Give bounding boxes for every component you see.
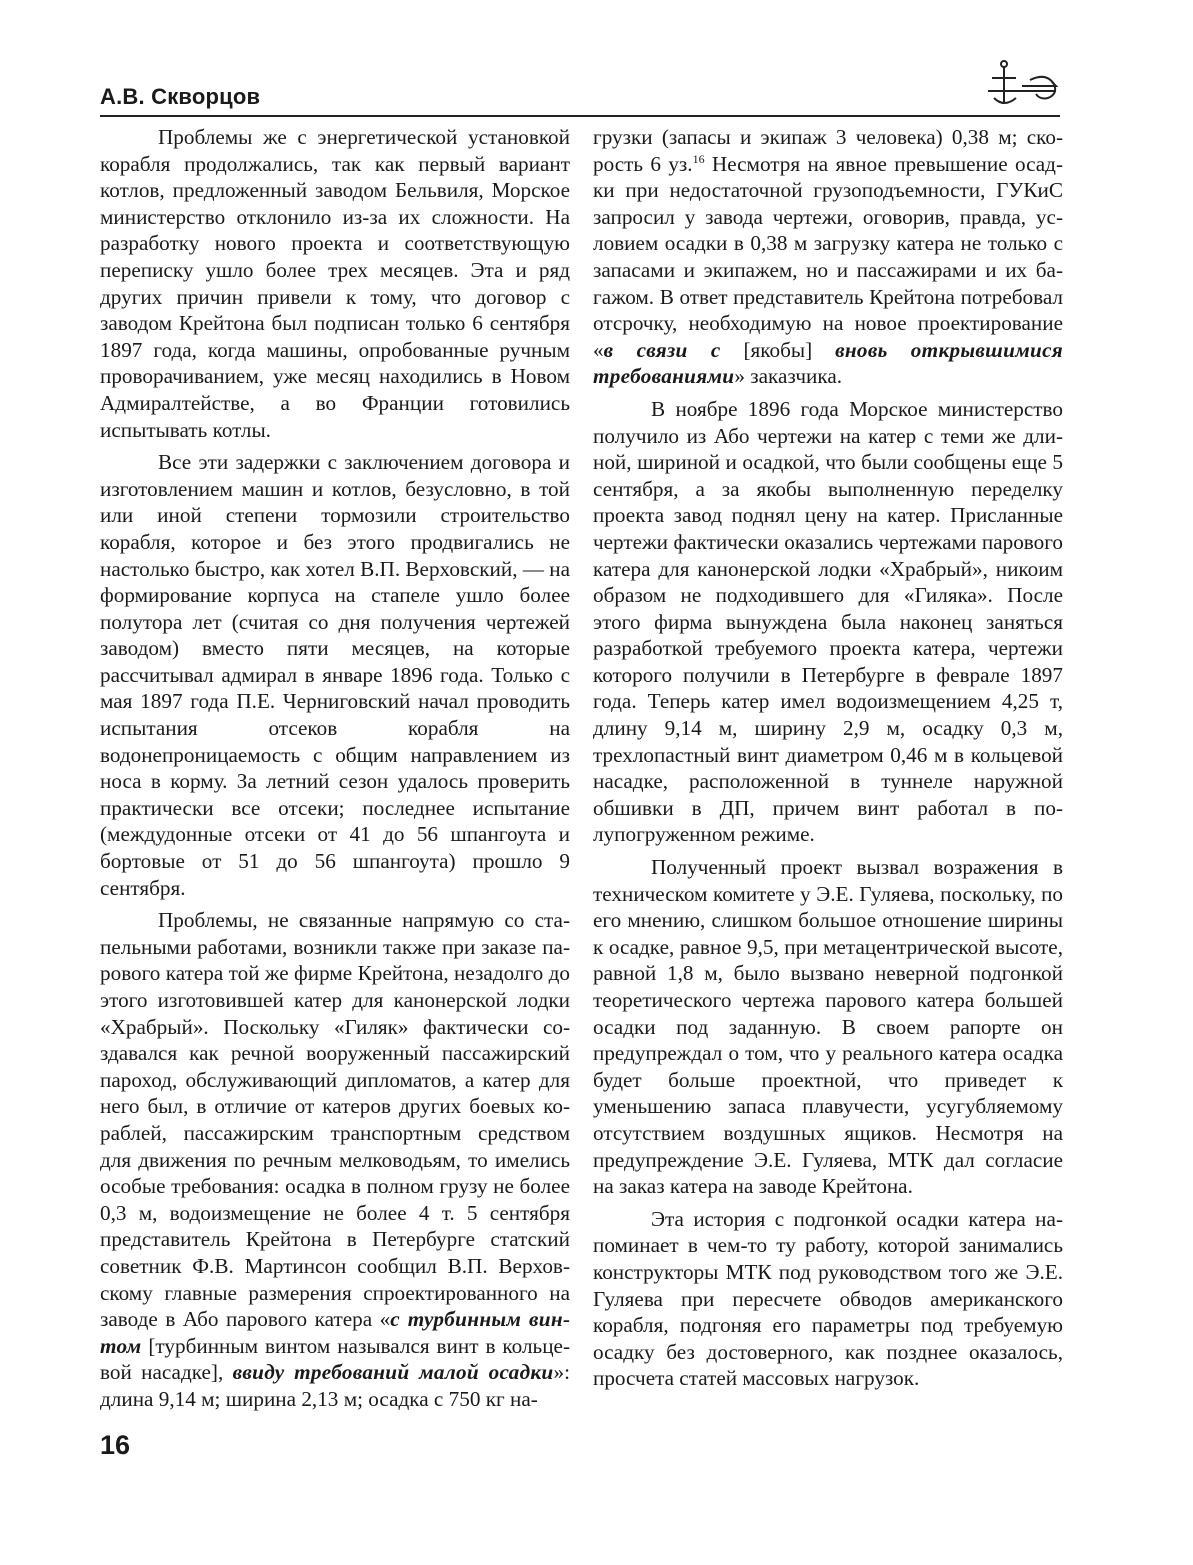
paragraph: В ноябре 1896 года Морское министерство получило из Або чертежи на катер с теми же длиной, шириной и осадкой, что были сообщены еще 5 сентября, а за якобы выполненную переделку проекта завод поднял цену на катер. Присланные чертежи фактически оказались чертежами парового катера для канонерской лодки «Храбрый», никоим образом не подходившего для «Гиляка». После этого фирма вынуждена была наконец заняться разработкой требуемого проекта катера, чертежи которого получили в Петербурге в феврале 1897 года. Теперь катер имел водоизмещением 4,25 т, длину 9,14 м, ширину 2,9 м, осадку 0,3 м, трехлопастный винт диаметром 0,46 м в кольцевой насадке, расположенной в туннеле наружной обшивки в ДП, причем винт работал в полупогруженном режиме.	[593, 396, 1063, 847]
quoted-emphasis: ввиду требований малой осадки	[232, 1360, 554, 1385]
quoted-emphasis: в связи с	[603, 337, 721, 362]
text-run: Проблемы, не связанные напрямую со стапельными работами, возникли также при заказе парового катера той же фирме Крейтона, незадолго до этого изготовившей катер для канонерской лодки «Храбрый». Поскольку «Гиляк» фактически создавался как речной вооруженный пассажирский пароход, обслуживающий дипломатов, а катер для него был, в отличие от катеров других боевых кораблей, пассажирским транспортным средством для движения по речным мелководьям, то имелись особые требования: осадка в полном грузу не более 0,3 м, водоизмещение не более 4 т. 5 сентября представитель Крейтона в Петербурге статский советник Ф.В. Мартинсон сообщил В.П. Верховскому главные размерения спроектированного на заводе в Або парового катера «	[100, 908, 570, 1332]
text-run: [турбинным винтом назывался винт в кольцевой насадке],	[100, 1333, 570, 1385]
text-run: »: длина 9,14 м; ширина 2,13 м; осадка с 750 кг на-	[100, 1360, 570, 1411]
text-run: Несмотря на явное превышение осадки при недостаточной грузоподъемности, ГУКиС запросил у завода чертежи, оговорив, правда, условием осадки в 0,38 м загрузку катера не только с запасами и экипажем, но и пассажирами и их багажом. В ответ представитель Крейтона потребовал отсрочку, необходимую на новое проектирование «	[593, 151, 1063, 362]
paragraph	[100, 907, 570, 1412]
paragraph: Эта история с подгонкой осадки катера напоминает в чем-то ту работу, которой занимались конструкторы МТК под руководством того же Э.Е. Гуляева при пересчете обводов американского корабля, подгоняя его параметры под требуемую осадку без достоверного, как позднее оказалось, просчета статей массовых нагрузок.	[593, 1206, 1063, 1391]
paragraph: Проблемы же с энергетической установкой корабля продолжались, так как первый вариант котлов, предложенный заводом Бельвиля, Морское министерство отклонило из-за их сложности. На разработку нового проекта и соответствующую переписку ушло более трех месяцев. Эта и ряд других причин привели к тому, что договор с заводом Крейтона был подписан только 6 сентября 1897 года, когда машины, опробованные ручным проворачиванием, уже месяц находились в Новом Адмиралтействе, а во Франции готовились испытывать котлы.	[100, 125, 570, 442]
paragraph: Полученный проект вызвал возражения в техническом комитете у Э.Е. Гуляева, поскольку, по его мнению, слишком большое отношение ширины к осадке, равное 9,5, при метацентрической высоте, равной 1,8 м, было вызвано неверной подгонкой теоретического чертежа парового катера большей осадки под заданную. В своем рапорте он предупреждал о том, что у реального катера осадка будет больше проектной, что приведет к уменьшению запаса плавучести, усугубляемому отсутствием воздушных ящиков. Несмотря на предупреждение Э.Е. Гуляева, МТК дал согласие на заказ катера на заводе Крейтона.	[593, 855, 1063, 1199]
header-rule	[100, 115, 1060, 117]
paragraph: Все эти задержки с заключением договора и изготовлением машин и котлов, безусловно, в той или иной степени тормозили строительство корабля, которое и без этого продвигались не настолько быстро, как хотел В.П. Верховский, — на формирование корпуса на стапеле ушло более полутора лет (считая со дня получения чертежей заводом) вместо пяти месяцев, на которые рассчитывал адмирал в январе 1896 года. Только с мая 1897 года П.Е. Черниговский начал проводить испытания отсеков корабля на водонепроницаемость с общим направлением из носа в корму. За летний сезон удалось проверить практически все отсеки; последнее испытание (междудонные отсеки от 41 до 56 шпангоута и бортовые от 51 до 56 шпангоута) прошло 9 сентября.	[100, 450, 571, 900]
quoted-emphasis: с турбинным винтом	[100, 1307, 571, 1358]
text-column-left	[100, 124, 570, 1413]
anchor-emblem-icon	[982, 58, 1062, 110]
footnote-ref: 16	[692, 151, 705, 166]
quoted-emphasis: вновь открывшимися требованиями	[593, 337, 1064, 389]
page-number: 16	[100, 1430, 131, 1460]
text-run: [якобы]	[720, 337, 836, 362]
text-run: » заказчика.	[734, 364, 843, 389]
text-column-right	[593, 124, 1063, 1392]
paragraph-continued	[593, 124, 1063, 390]
text-run: грузки (запасы и экипаж 3 человека) 0,38 м; скорость 6 уз.	[593, 125, 1063, 176]
running-header-author: А.В. Скворцов	[100, 84, 261, 109]
